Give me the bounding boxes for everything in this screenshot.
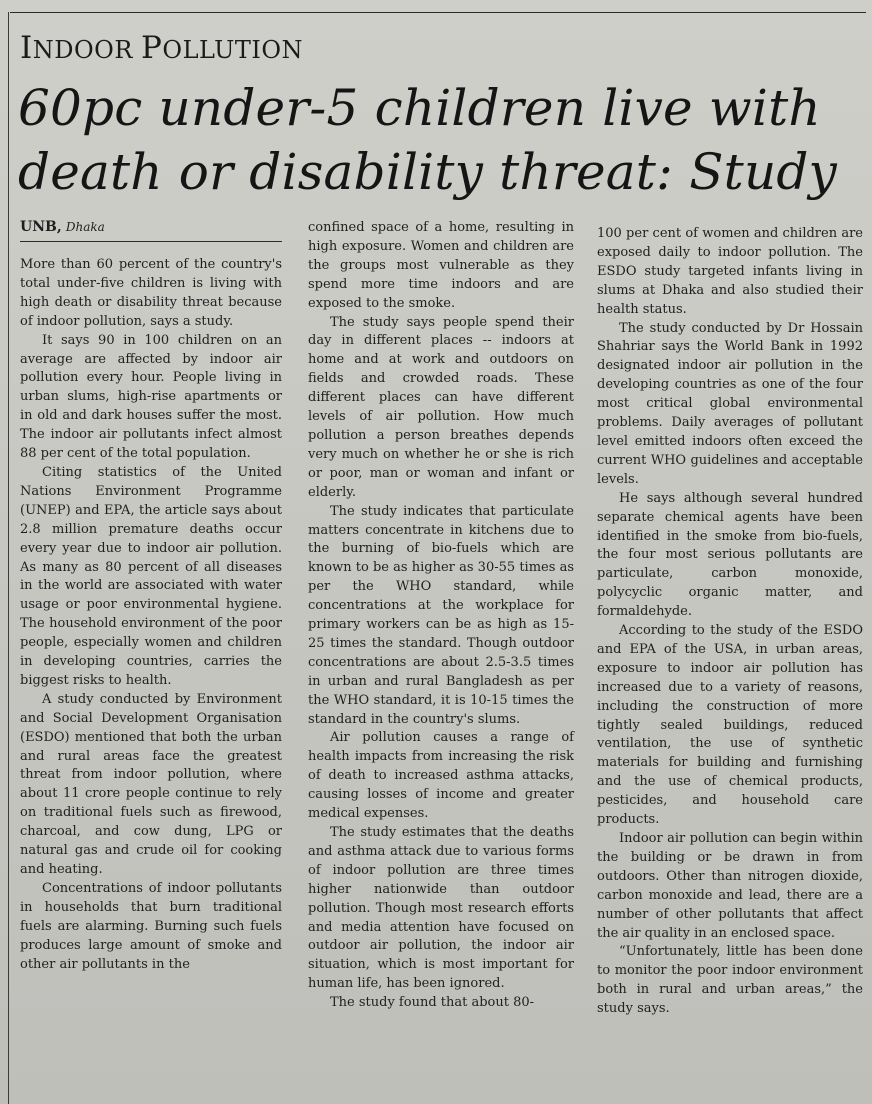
- byline: [20, 219, 282, 242]
- headline: 60pc under-5 children live with death or disability threat: Study: [18, 79, 838, 201]
- paragraph: He says although several hundred separate chemical agents have been identified in the smoke from bio-fuels, the four most serious pollutants are particulate, carbon monoxide, polycyclic organic matter, and formaldehyde.: [597, 490, 863, 620]
- paragraph: confined space of a home, resulting in high exposure. Women and children are the groups most vulnerable as they spend more time indoors and are exposed to the smoke.: [308, 220, 574, 311]
- paragraph: The study conducted by Dr Hossain Shahriar says the World Bank in 1992 designated indoor air pollution in the developing countries as one of the four most critical global environmental problems. Daily averages of pollutant level emitted indoors often exceed the current WHO guidelines and acceptable levels.: [597, 320, 863, 487]
- paragraph: “Unfortunately, little has been done to monitor the poor indoor environment both in rural and urban areas,” the study says.: [597, 944, 863, 1017]
- article-column-1: [20, 256, 282, 974]
- paragraph: According to the study of the ESDO and EPA of the USA, in urban areas, exposure to indoor air pollution has increased due to a variety of reasons, including the construction of more tightly sealed buildings, reduced ventilation, the use of synthetic materials for building and furnishing and the use of chemical products, pesticides, and household care products.: [597, 623, 863, 828]
- paragraph: Citing statistics of the United Nations Environment Programme (UNEP) and EPA, the article says about 2.8 million premature deaths occur every year due to indoor air pollution. As many as 80 percent of all diseases in the world are associated with water usage or poor environmental hygiene. The household environment of the poor people, especially women and children in developing countries, carries the biggest risks to health.: [20, 464, 282, 688]
- article-column-3: [597, 225, 863, 1019]
- byline-agency: UNB,: [20, 219, 62, 235]
- paragraph: The study found that about 80-: [330, 995, 535, 1011]
- paragraph: More than 60 percent of the country's total under-five children is living with high death or disability threat because of indoor pollution, says a study.: [20, 257, 282, 329]
- paragraph: The study estimates that the deaths and asthma attack due to various forms of indoor pollution are three times higher nationwide than outdoor pollution. Though most research efforts and media attention have focused on outdoor air pollution, the indoor air situation, which is most important for human life, has been ignored.: [308, 825, 574, 992]
- paragraph: 100 per cent of women and children are exposed daily to indoor pollution. The ESDO study targeted infants living in slums at Dhaka and also studied their health status.: [597, 226, 863, 317]
- paragraph: The study says people spend their day in different places -- indoors at home and at work and outdoors on fields and crowded roads. These different places can have different levels of air pollution. How much pollution a person breathes depends very much on whether he or she is rich or poor, man or woman and infant or elderly.: [308, 314, 574, 500]
- top-rule: [10, 12, 866, 13]
- paragraph: Indoor air pollution can begin within the building or be drawn in from outdoors. Other than nitrogen dioxide, carbon monoxide and lead, there are a number of other pollutants that affect the air quality in an enclosed space.: [597, 831, 863, 941]
- left-rule: [8, 12, 9, 1104]
- paragraph: It says 90 in 100 children on an average are affected by indoor air pollution every hour. People living in urban slums, high-rise apartments or in old and dark houses suffer the most. The indoor air pollutants infect almost 88 per cent of the total population.: [20, 332, 282, 462]
- paragraph: Air pollution causes a range of health impacts from increasing the risk of death to increased asthma attacks, causing losses of income and greater medical expenses.: [308, 730, 574, 822]
- byline-city: Dhaka: [65, 220, 105, 234]
- article-column-2: [308, 219, 574, 1013]
- paragraph: The study indicates that particulate matters concentrate in kitchens due to the burning of bio-fuels which are known to be as higher as 30-55 times as per the WHO standard, while concentrations at the workplace for primary workers can be as high as 15-25 times the standard. Though outdoor concentrations are about 2.5-3.5 times in urban and rural Bangladesh as per the WHO standard, it is 10-15 times the standard in the country's slums.: [308, 503, 574, 727]
- section-kicker: INDOOR POLLUTION: [20, 30, 304, 66]
- paragraph: A study conducted by Environment and Social Development Organisation (ESDO) mentioned that both the urban and rural areas face the greatest threat from indoor pollution, where about 11 crore people continue to rely on traditional fuels such as firewood, charcoal, and cow dung, LPG or natural gas and crude oil for cooking and heating.: [20, 691, 282, 877]
- paragraph: Concentrations of indoor pollutants in households that burn traditional fuels are alarming. Burning such fuels produces large amount of smoke and other air pollutants in the: [20, 880, 282, 972]
